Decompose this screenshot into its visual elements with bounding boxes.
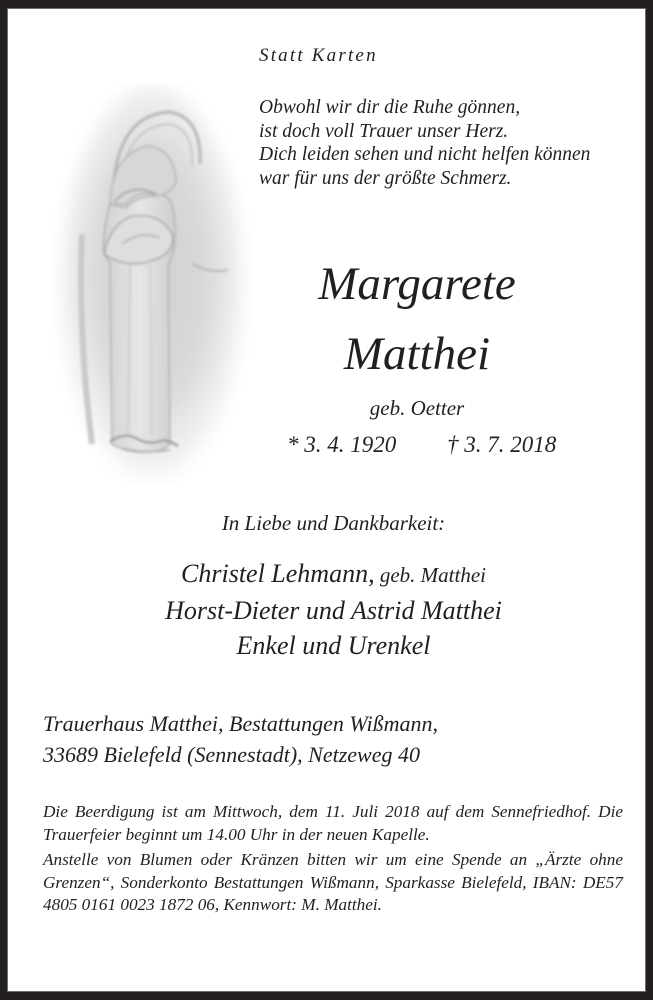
address-line: 33689 Bielefeld (Sennestadt), Netzeweg 40 <box>43 742 420 767</box>
birth-date: * 3. 4. 1920 <box>287 432 397 457</box>
deceased-first-name: Margarete <box>318 258 516 310</box>
mourning-house-address <box>43 708 438 770</box>
mourners-list <box>7 556 653 663</box>
death-date: † 3. 7. 2018 <box>447 432 557 457</box>
mourner-born-name: geb. Matthei <box>374 563 486 587</box>
obituary-card <box>7 8 646 992</box>
mourner-line <box>7 628 653 663</box>
mourner-name: Horst-Dieter und Astrid Matthei <box>165 596 502 625</box>
mourner-name: Christel Lehmann, <box>181 559 375 588</box>
mourner-line <box>7 556 653 593</box>
mourner-line <box>7 593 653 628</box>
funeral-info: Die Beerdigung ist am Mittwoch, dem 11. Juli 2018 auf dem Sennefriedhof. Die Trauerfeier beginnt um 14.00 Uhr in der neuen Kapelle. <box>43 802 623 844</box>
address-line: Trauerhaus Matthei, Bestattungen Wißmann, <box>43 711 438 736</box>
poem-line: Dich leiden sehen und nicht helfen können <box>259 144 591 165</box>
funeral-notes <box>43 801 623 920</box>
mourners-intro: In Liebe und Dankbarkeit: <box>221 511 446 535</box>
poem-line: war für uns der größte Schmerz. <box>259 167 512 189</box>
donation-info: Anstelle von Blumen oder Kränzen bitten wir um eine Spende an „Ärzte ohne Grenzen“, Sonderkonto Bestattungen Wißmann, Sparkasse Bielefeld, IBAN: DE57 4805 0161 0023 1872 06, Kennwort: M. Matthei. <box>43 850 623 915</box>
poem-line: ist doch voll Trauer unser Herz. <box>259 120 509 142</box>
poem <box>259 96 590 190</box>
deceased-last-name: Matthei <box>343 328 491 380</box>
poem-line: Obwohl wir dir die Ruhe gönnen, <box>259 97 521 118</box>
madonna-relief-image <box>52 84 252 484</box>
birth-name: geb. Oetter <box>369 396 465 420</box>
mourner-name: Enkel und Urenkel <box>236 631 431 660</box>
statt-karten-heading: Statt Karten <box>259 45 378 66</box>
